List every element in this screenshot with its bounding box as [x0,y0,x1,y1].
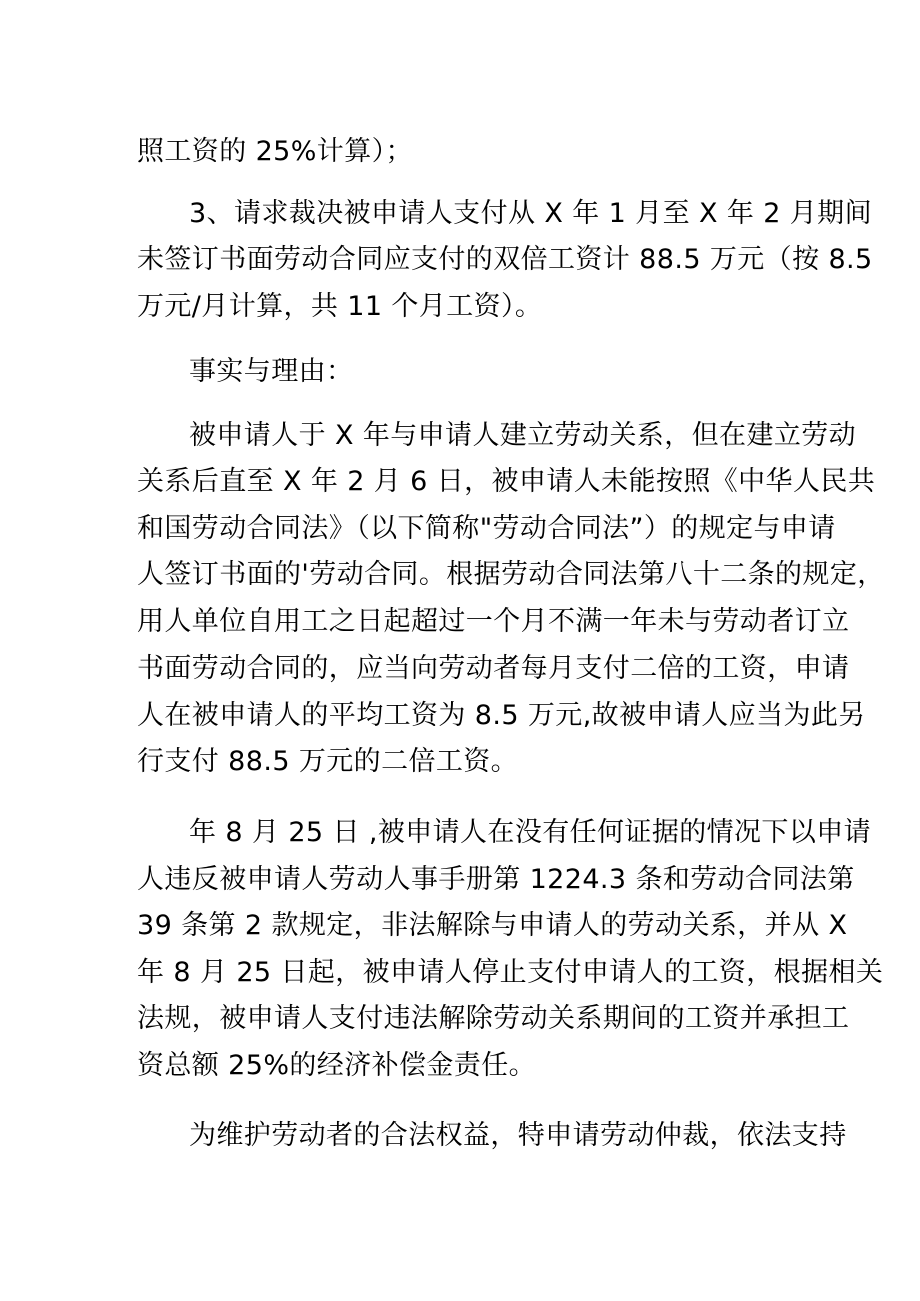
text-line: 万元/月计算，共 11 个月工资）。 [137,291,543,322]
text-line: 资总额 25%的经济补偿金责任。 [137,1050,536,1081]
text-line: 人在被申请人的平均工资为 8.5 万元,故被申请人应当为此另 [137,700,866,731]
text-line: 年 8 月 25 日起，被申请人停止支付申请人的工资，根据相关 [137,957,884,988]
text-line: 关系后直至 X 年 2 月 6 日，被申请人未能按照《中华人民共 [137,466,876,497]
text-line: 法规，被申请人支付违法解除劳动关系期间的工资并承担工 [137,1003,850,1034]
text-line: 年 8 月 25 日 ,被申请人在没有任何证据的情况下以申请 [189,817,872,848]
text-line: 人违反被申请人劳动人事手册第 1224.3 条和劳动合同法第 [137,864,855,895]
text-line: 为维护劳动者的合法权益，特申请劳动仲裁，依法支持 [189,1120,847,1151]
text-line: 照工资的 25%计算）； [137,136,413,167]
text-line: 行支付 88.5 万元的二倍工资。 [137,746,519,777]
text-line: 被申请人于 X 年与申请人建立劳动关系，但在建立劳动 [189,420,857,451]
text-line: 3、请求裁决被申请人支付从 X 年 1 月至 X 年 2 月期间 [189,198,872,229]
text-line: 人签订书面的'劳动合同。根据劳动合同法第八十二条的规定， [137,559,885,590]
text-line: 用人单位自用工之日起超过一个月不满一年未与劳动者订立 [137,606,850,637]
text-line: 未签订书面劳动合同应支付的双倍工资计 88.5 万元（按 8.5 [137,244,873,275]
section-heading: 事实与理由： [189,356,354,387]
text-line: 书面劳动合同的，应当向劳动者每月支付二倍的工资，申请 [137,653,850,684]
text-line: 和国劳动合同法》（以下简称"劳动合同法”）的规定与申请 [137,513,836,544]
text-line: 39 条第 2 款规定，非法解除与申请人的劳动关系，并从 X [137,910,848,941]
